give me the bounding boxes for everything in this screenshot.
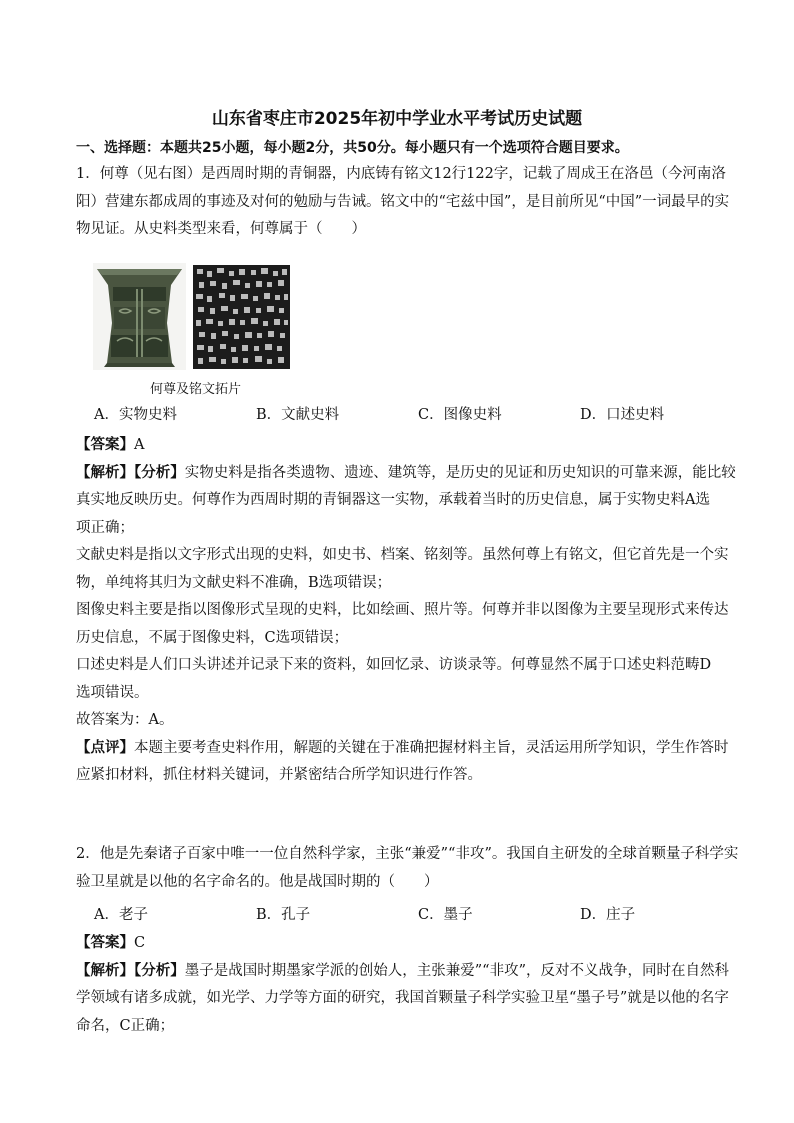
analysis-line: 口述史料是人们口头讲述并记录下来的资料，如回忆录、访谈录等。何尊显然不属于口述史料范畴D [76, 657, 712, 673]
option-c: C．图像史料 [418, 407, 502, 423]
question-1-stem [76, 161, 748, 244]
question-1-options [94, 403, 742, 424]
option-d: D．庄子 [580, 907, 636, 923]
analysis-line: 故答案为：A。 [76, 712, 174, 728]
analysis-line: 文献史料是指以文字形式出现的史料，如史书、档案、铭刻等。虽然何尊上有铭文，但它首先是一个实 [76, 547, 729, 563]
option-b: B．孔子 [256, 907, 311, 923]
question-1-figure [93, 263, 298, 395]
question-1-line: 阳）营建东都成周的事迹及对何的勉励与告诫。铭文中的“宅兹中国”，是目前所见“中国”一词最早的实 [76, 193, 730, 210]
figure-caption: 何尊及铭文拓片 [149, 382, 241, 397]
document-title: 山东省枣庄市2025年初中学业水平考试历史试题 [211, 109, 583, 129]
analysis-line: 命名，C正确； [76, 1017, 175, 1034]
comment-line: 应紧扣材料，抓住材料关键词，并紧密结合所学知识进行作答。 [76, 767, 482, 783]
answer-label: 【答案】 [76, 935, 134, 951]
analysis-line: 图像史料主要是指以图像形式呈现的史料，比如绘画、照片等。何尊并非以图像为主要呈现形式来传达 [76, 602, 729, 618]
option-d: D．口述史料 [580, 407, 665, 423]
question-2-stem [76, 841, 748, 896]
analysis-line: 【解析】【分析】实物史料是指各类遗物、遗迹、建筑等，是历史的见证和历史知识的可靠来源，能比较 [76, 464, 736, 481]
analysis-label: 【解析】【分析】 [76, 464, 185, 481]
question-2-line: 2．他是先秦诸子百家中唯一一位自然科学家，主张“兼爱”“非攻”。我国自主研发的全球首颗量子科学实 [76, 846, 739, 862]
question-2-solution [76, 930, 748, 1040]
analysis-line: 【解析】【分析】墨子是战国时期墨家学派的创始人，主张兼爱”“非攻”，反对不义战争，同时在自然科 [76, 962, 729, 979]
analysis-line: 学领域有诸多成就，如光学、力学等方面的研究，我国首颗量子科学实验卫星“墨子号”就是以他的名字 [76, 990, 729, 1006]
analysis-line: 项正确； [76, 519, 134, 536]
option-a: A．老子 [94, 907, 148, 923]
question-2-options [94, 903, 742, 924]
analysis-line: 历史信息，不属于图像史料，C选项错误； [76, 629, 349, 646]
answer-value: A [134, 437, 145, 453]
question-1-line: 物见证。从史料类型来看，何尊属于（ ） [76, 221, 366, 237]
option-c: C．墨子 [418, 907, 473, 923]
analysis-line: 物，单纯将其归为文献史料不准确，B选项错误； [76, 574, 392, 591]
question-1-solution [76, 432, 748, 790]
analysis-line: 选项错误。 [76, 684, 149, 701]
analysis-label: 【解析】【分析】 [76, 962, 185, 979]
question-2-line: 验卫星就是以他的名字命名的。他是战国时期的（ ） [76, 873, 439, 890]
comment-line: 【点评】本题主要考查史料作用，解题的关键在于准确把握材料主旨，灵活运用所学知识，学生作答时 [76, 739, 729, 756]
answer-label: 【答案】 [76, 437, 134, 453]
answer-line [76, 432, 748, 460]
answer-line [76, 930, 748, 958]
option-b: B．文献史料 [256, 407, 340, 423]
analysis-line: 真实地反映历史。何尊作为西周时期的青铜器这一实物，承载着当时的历史信息，属于实物史料A选 [76, 492, 710, 508]
answer-value: C [134, 935, 146, 951]
bronze-vessel-image [93, 263, 186, 370]
option-a: A．实物史料 [94, 407, 177, 423]
inscription-rubbing-image [193, 265, 290, 369]
question-1-line: 1．何尊（见右图）是西周时期的青铜器，内底铸有铭文12行122字，记载了周成王在洛邑（今河南洛 [76, 166, 726, 182]
comment-label: 【点评】 [76, 739, 134, 756]
section-heading: 一、选择题：本题共25小题，每小题2分，共50分。每小题只有一个选项符合题目要求。 [76, 140, 629, 156]
